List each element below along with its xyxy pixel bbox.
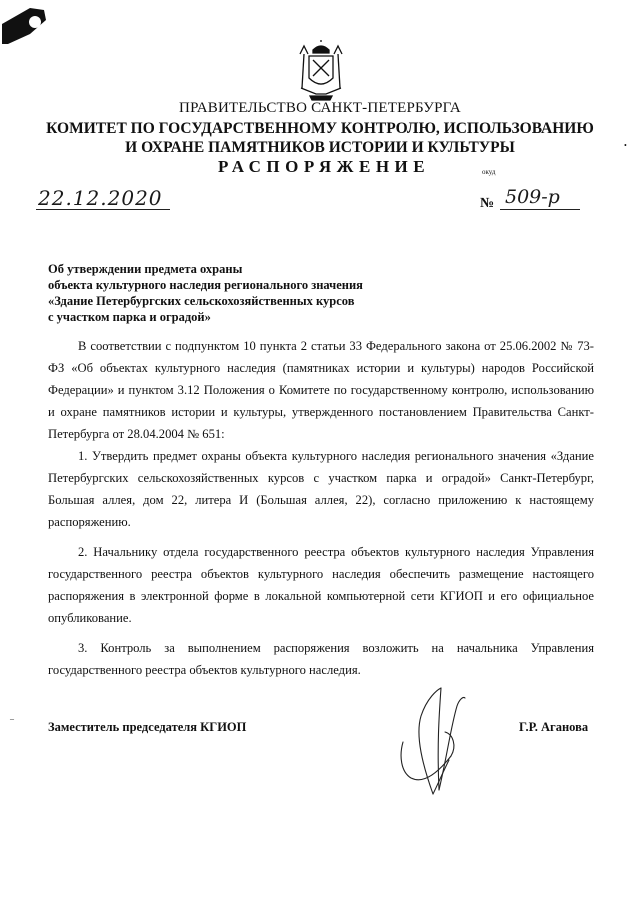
scan-mark-icon xyxy=(0,0,50,44)
subject-line: Об утверждении предмета охраны xyxy=(48,262,243,276)
signer-name: Г.Р. Аганова xyxy=(519,720,589,734)
scan-speck: • xyxy=(624,141,627,150)
coat-of-arms-icon xyxy=(296,40,346,102)
number-label: № xyxy=(480,196,495,211)
government-title: ПРАВИТЕЛЬСТВО САНКТ-ПЕТЕРБУРГА xyxy=(179,100,461,116)
body-item-3: 3. Контроль за выполнением распоряжения возложить на начальника Управления государственного реестра объектов культурного наследия. xyxy=(48,641,594,677)
handwritten-signature xyxy=(393,686,479,798)
body-item-1: 1. Утвердить предмет охраны объекта культурного наследия регионального значения «Здание Петербургских сельскохозяйственных курсов с участком парка и оградой» Санкт-Петербург, Большая аллея, дом 22, литера И (Большая аллея, 22), согласно приложению к настоящему распоряжению. xyxy=(48,449,594,529)
subject-line: «Здание Петербургских сельскохозяйственных курсов xyxy=(48,294,355,308)
subject-line: с участком парка и оградой» xyxy=(48,310,211,324)
subject-line: объекта культурного наследия регионального значения xyxy=(48,278,363,292)
document-number: 509-р xyxy=(505,186,560,208)
okud-label: окуд xyxy=(482,168,496,176)
body-item-2: 2. Начальнику отдела государственного реестра объектов культурного наследия Управления государственного реестра объектов культурного наследия обеспечить размещение настоящего распоряжения в электронной форме в локальной компьютерной сети КГИОП и его официальное опубликование. xyxy=(48,545,594,625)
committee-title-line2: И ОХРАНЕ ПАМЯТНИКОВ ИСТОРИИ И КУЛЬТУРЫ xyxy=(125,139,515,156)
signer-title: Заместитель председателя КГИОП xyxy=(48,720,247,734)
body-intro: В соответствии с подпунктом 10 пункта 2 статьи 33 Федерального закона от 25.06.2002 № 73-ФЗ «Об объектах культурного наследия (памятниках истории и культуры) народов Российской Федерации» и пунктом 3.12 Положения о Комитете по государственному контролю, использованию и охране памятников истории и культуры, утвержденного постановлением Правительства Санкт-Петербурга от 28.04.2004 № 651: xyxy=(48,339,594,441)
document-subject xyxy=(48,261,363,325)
document-date: 22.12.2020 xyxy=(38,186,163,210)
document-type: РАСПОРЯЖЕНИЕ xyxy=(218,157,431,176)
committee-title xyxy=(0,119,640,157)
date-underline xyxy=(36,209,170,210)
committee-title-line1: КОМИТЕТ ПО ГОСУДАРСТВЕННОМУ КОНТРОЛЮ, ИСПОЛЬЗОВАНИЮ xyxy=(46,120,594,137)
number-underline xyxy=(500,209,580,210)
scan-speck: – xyxy=(10,714,14,723)
document-body xyxy=(48,335,594,689)
